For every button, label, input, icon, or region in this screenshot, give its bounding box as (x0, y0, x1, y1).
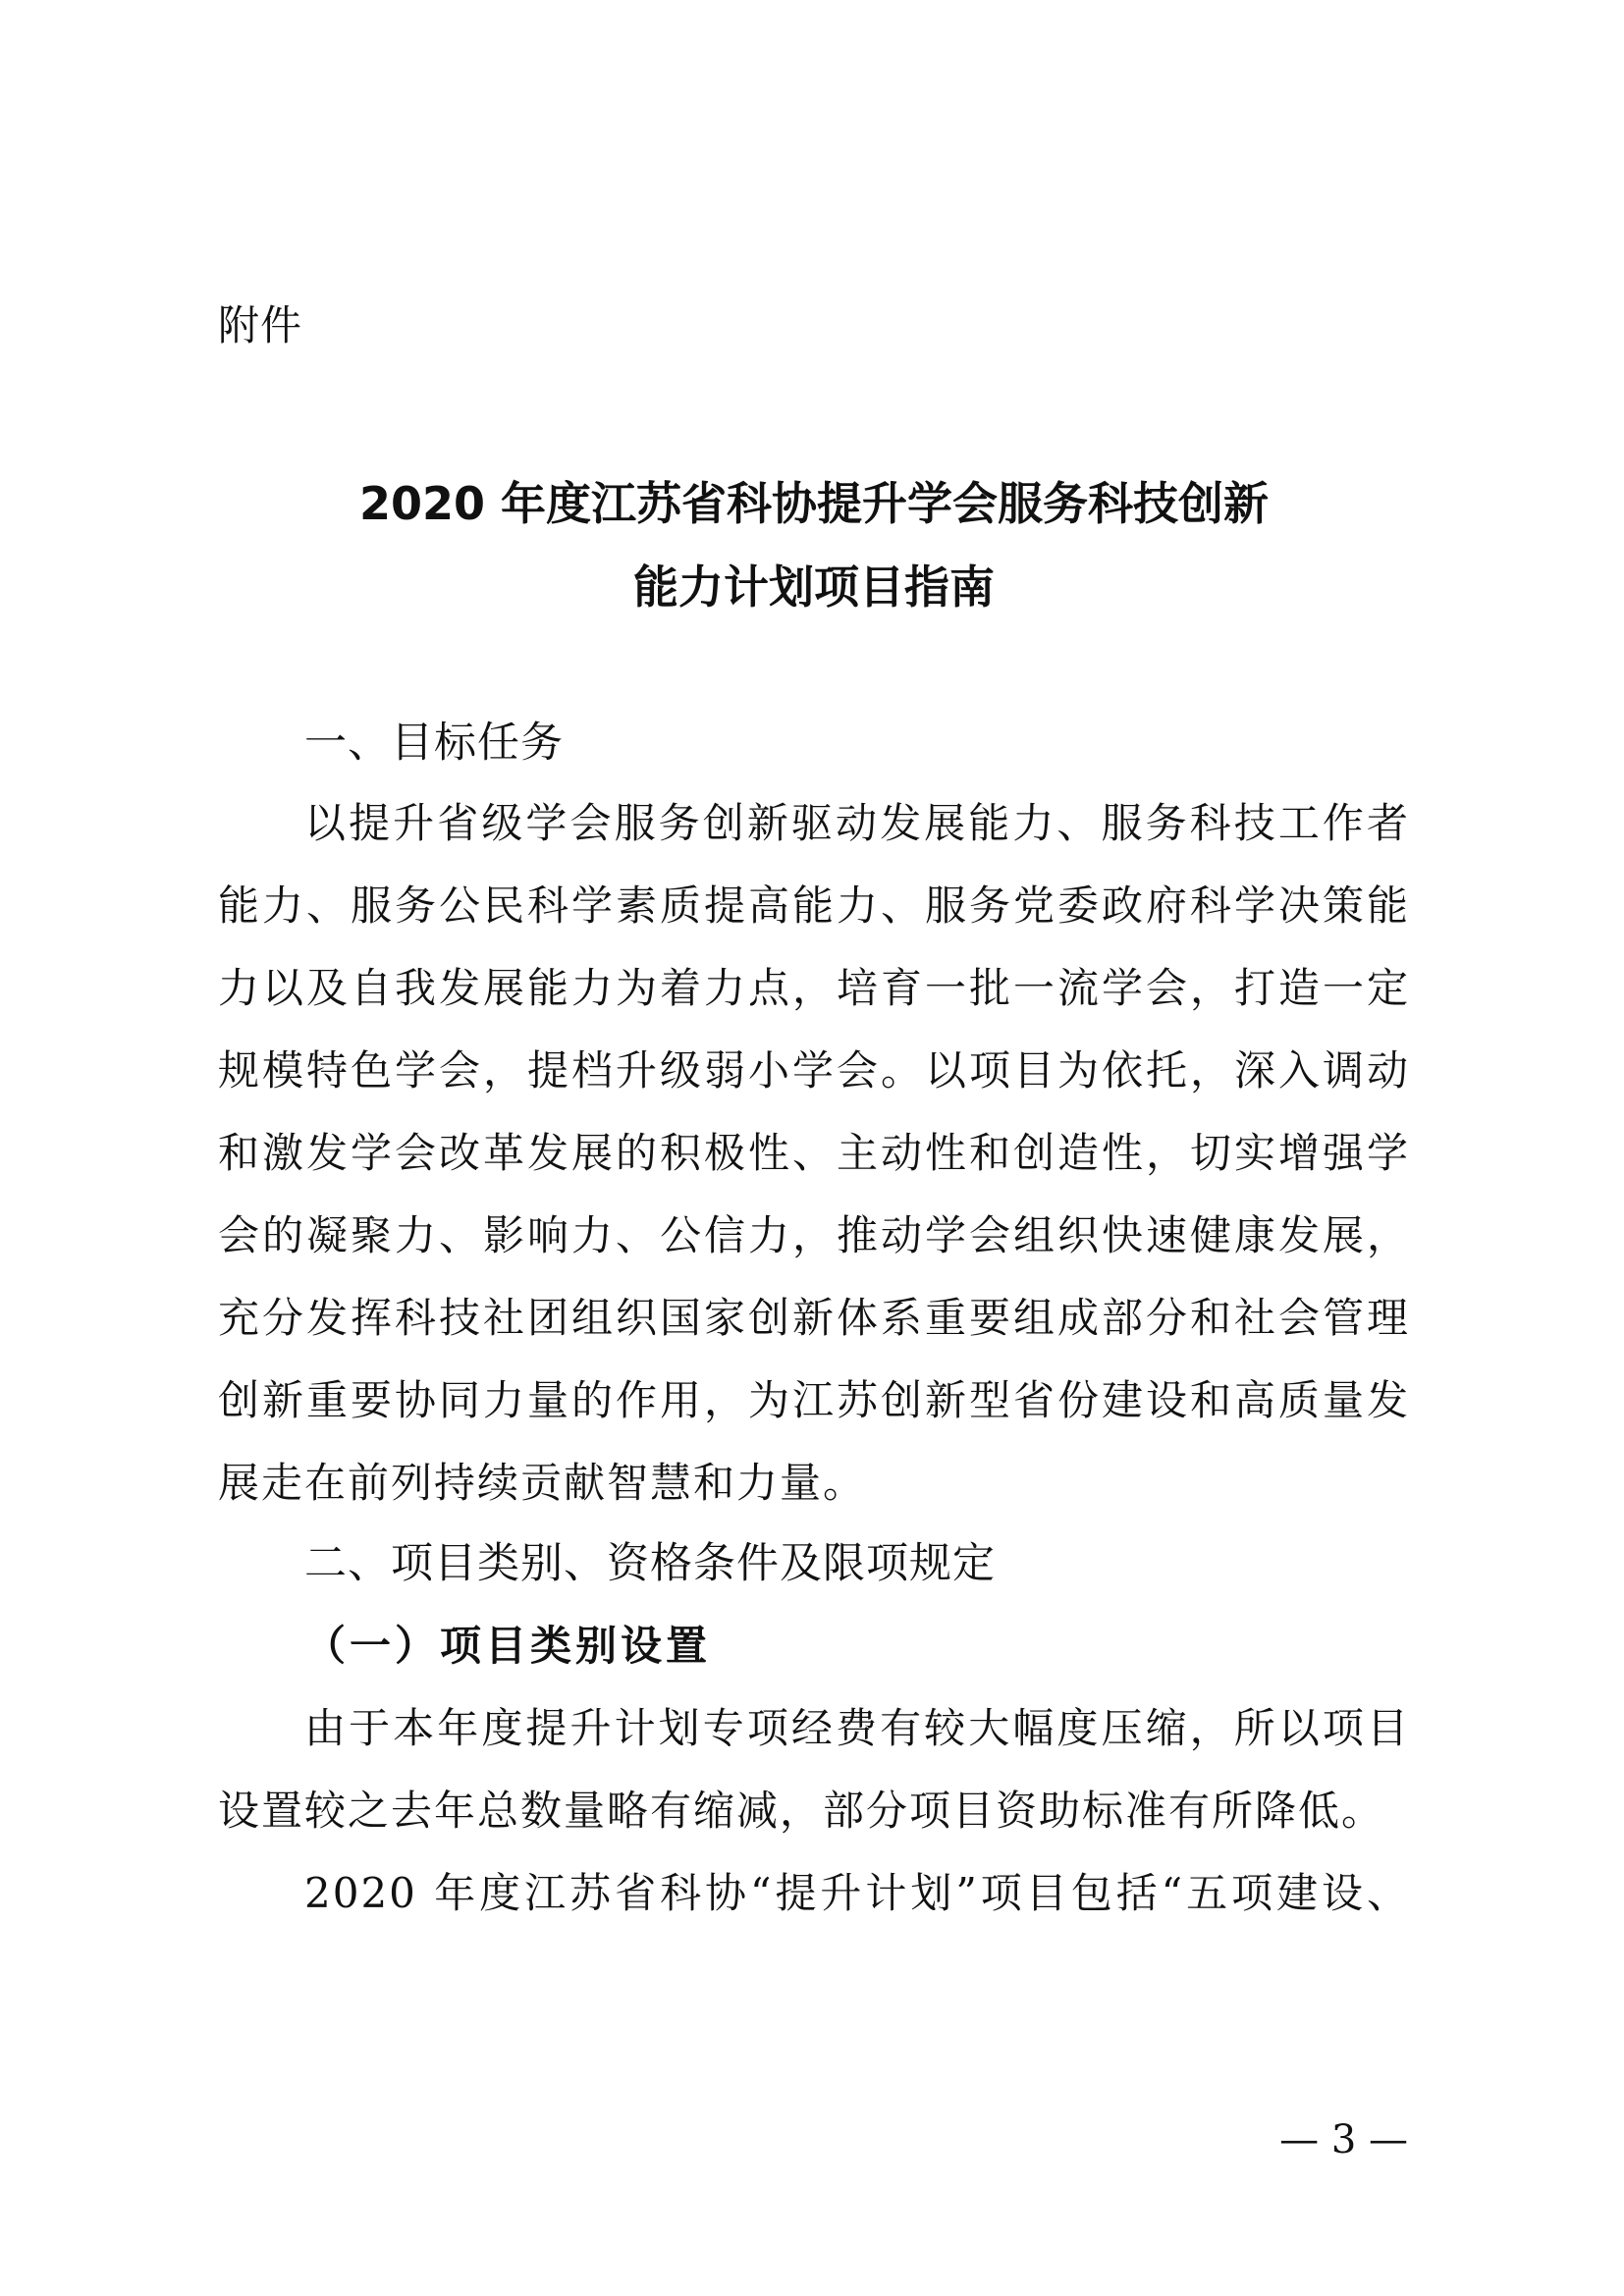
section-1-line: 以提升省级学会服务创新驱动发展能力、服务科技工作者 (304, 799, 1410, 847)
section-1-line: 和激发学会改革发展的积极性、主动性和创造性，切实增强学 (218, 1129, 1410, 1177)
section-2-para-1-line: 设置较之去年总数量略有缩减，部分项目资助标准有所降低。 (218, 1787, 1385, 1835)
section-1-line: 力以及自我发展能力为着力点，培育一批一流学会，打造一定 (218, 964, 1410, 1012)
section-2-para-1-line: 由于本年度提升计划专项经费有较大幅度压缩，所以项目 (304, 1704, 1410, 1752)
section-2-heading: 二、项目类别、资格条件及限项规定 (304, 1539, 996, 1588)
section-1-line: 展走在前列持续贡献智慧和力量。 (218, 1459, 867, 1507)
page-number: — 3 — (1279, 2117, 1408, 2163)
document-title-line-1: 2020 年度江苏省科协提升学会服务科技创新 (358, 477, 1270, 530)
section-2-para-2-line: 2020 年度江苏省科协“提升计划”项目包括“五项建设、 (304, 1869, 1410, 1917)
document-title-line-2: 能力计划项目指南 (633, 561, 995, 614)
section-1-line: 充分发挥科技社团组织国家创新体系重要组成部分和社会管理 (218, 1294, 1410, 1342)
section-1-heading: 一、目标任务 (304, 719, 564, 768)
section-1-line: 创新重要协同力量的作用，为江苏创新型省份建设和高质量发 (218, 1376, 1410, 1424)
attachment-label: 附件 (218, 301, 303, 349)
section-1-line: 规模特色学会，提档升级弱小学会。以项目为依托，深入调动 (218, 1046, 1410, 1095)
section-1-line: 能力、服务公民科学素质提高能力、服务党委政府科学决策能 (218, 881, 1410, 930)
section-1-line: 会的凝聚力、影响力、公信力，推动学会组织快速健康发展， (218, 1211, 1410, 1259)
section-2-subheading: （一）项目类别设置 (304, 1622, 712, 1670)
